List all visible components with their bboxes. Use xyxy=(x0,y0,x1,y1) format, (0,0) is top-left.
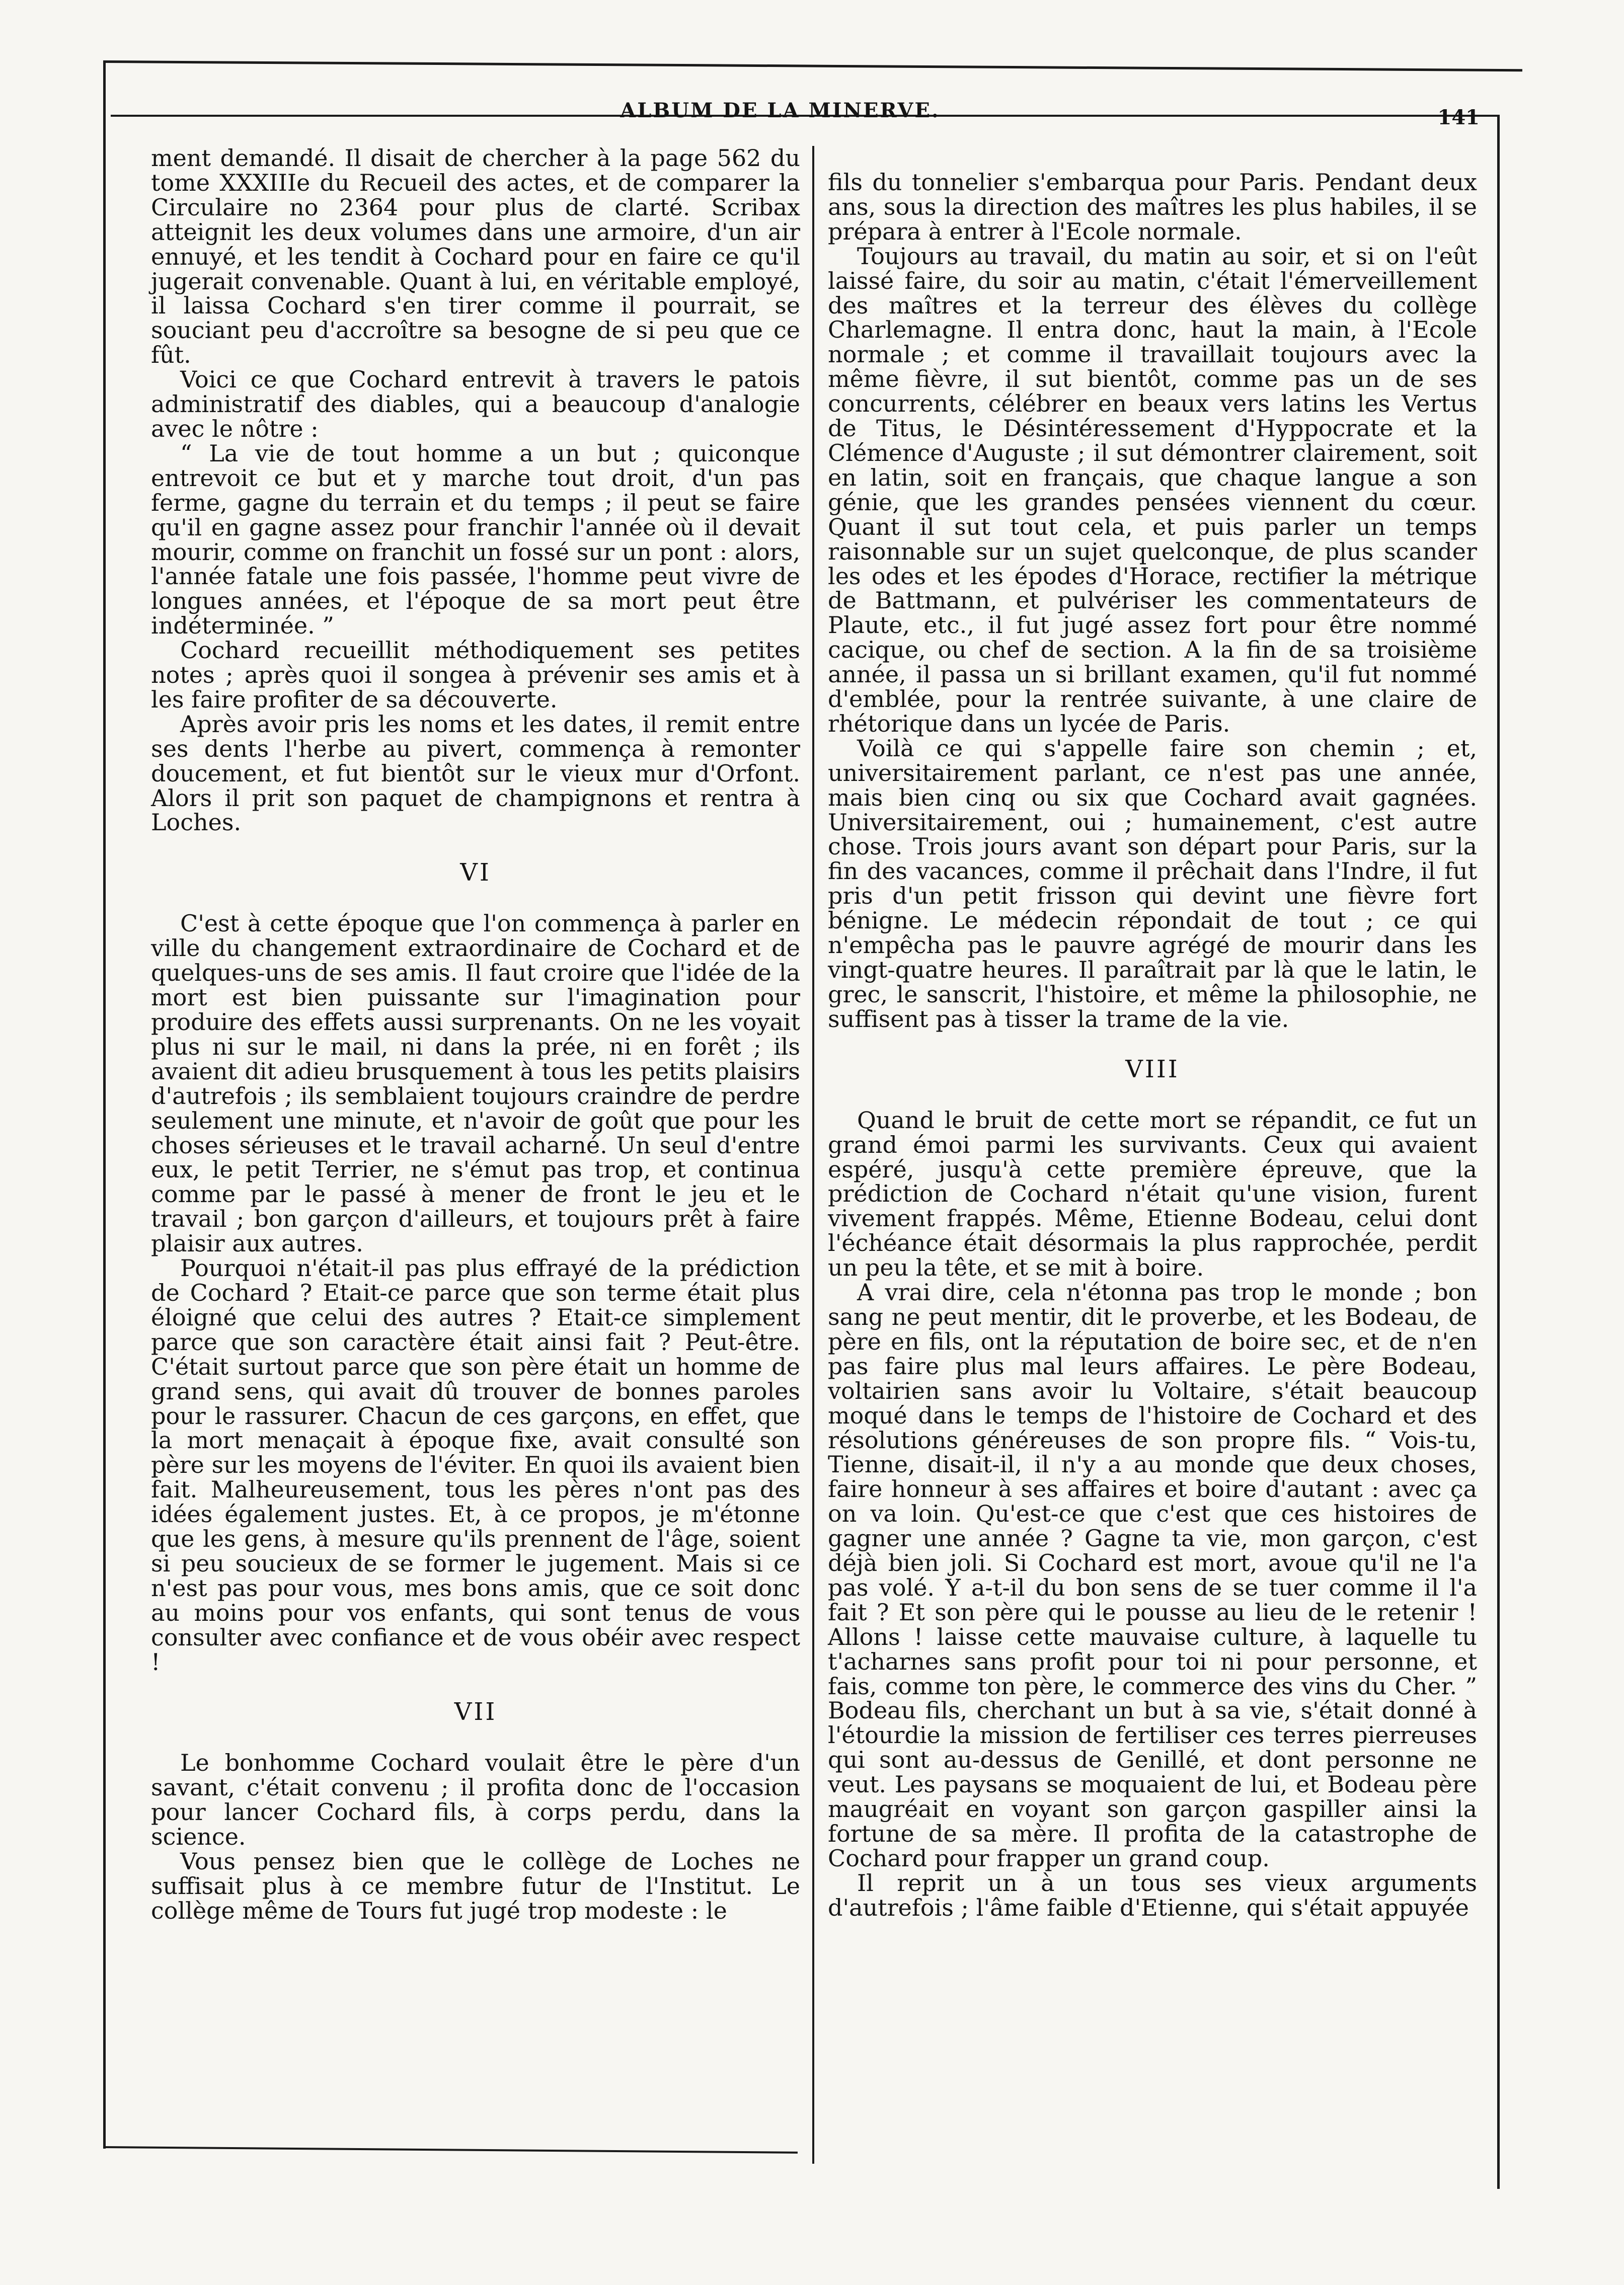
frame-left-rule xyxy=(103,60,106,2149)
section-heading-viii: VIII xyxy=(1125,1055,1180,1083)
right-column xyxy=(828,170,1477,1920)
section-heading-vi: VI xyxy=(460,858,491,887)
paragraph: Le bonhomme Cochard voulait être le père d'un savant, c'était convenu ; il profita donc de l'occasion pour lancer Cochard fils, à corps perdu, dans la science. xyxy=(151,1749,800,1851)
paragraph: Quand le bruit de cette mort se répandit, ce fut un grand émoi parmi les survivants. Ceux qui avaient espéré, jusqu'à cette première épreuve, que la prédiction de Cochard n'était qu'une vision, furent vivement frappés. Même, Etienne Bodeau, celui dont l'échéance était désormais la plus rapprochée, perdit un peu la tête, et se mit à boire. xyxy=(828,1106,1477,1282)
frame-right-rule xyxy=(1497,116,1500,2189)
frame-top-rule xyxy=(103,60,1522,71)
paragraph: Voici ce que Cochard entrevit à travers le patois administratif des diables, qui a beaucoup d'analogie avec le nôtre : xyxy=(151,366,800,442)
paragraph: Cochard recueillit méthodiquement ses petites notes ; après quoi il songea à prévenir ses amis et à les faire profiter de sa découverte. xyxy=(151,637,800,713)
left-column xyxy=(151,146,800,1923)
paragraph: Pourquoi n'était-il pas plus effrayé de la prédiction de Cochard ? Etait-ce parce que son terme était plus éloigné que celui des autres ? Etait-ce simplement parce que son caractère était ainsi fait ? Peut-être. C'était surtout parce que son père était un homme de grand sens, qui avait dû trouver de bonnes paroles pour le rassurer. Chacun de ces garçons, en effet, que la mort menaçait à époque fixe, avait consulté son père sur les moyens de l'éviter. En quoi ils avaient bien fait. Malheureusement, tous les pères n'ont pas des idées également justes. Et, à ce propos, je m'étonne que les gens, à mesure qu'ils prennent de l'âge, soient si peu soucieux de se former le jugement. Mais si ce n'est pas pour vous, mes bons amis, que ce soit donc au moins pour vos enfants, qui sont tenus de vous consulter avec confiance et de vous obéir avec respect ! xyxy=(151,1254,800,1676)
paragraph: ment demandé. Il disait de chercher à la page 562 du tome XXXIIIe du Recueil des actes, et de comparer la Circulaire no 2364 pour plus de clarté. Scribax atteignit les deux volumes dans une armoire, d'un air ennuyé, et les tendit à Cochard pour en faire ce qu'il jugerait convenable. Quant à lui, en véritable employé, il laissa Cochard s'en tirer comme il pourrait, se souciant peu d'accroître sa besogne de si peu que ce fût. xyxy=(151,144,800,369)
paragraph: Après avoir pris les noms et les dates, il remit entre ses dents l'herbe au pivert, commença à remonter doucement, et fut bientôt sur le vieux mur d'Orfont. Alors il prit son paquet de champignons et rentra à Loches. xyxy=(151,710,800,836)
paragraph: A vrai dire, cela n'étonna pas trop le monde ; bon sang ne peut mentir, dit le proverbe, et les Bodeau, de père en fils, ont la réputation de boire sec, et de n'en pas faire plus mal leurs affaires. Le père Bodeau, voltairien sans avoir lu Voltaire, s'était beaucoup moqué dans le temps de l'histoire de Cochard et des résolutions généreuses de son propre fils. “ Vois-tu, Tienne, disait-il, il n'y a au monde que deux choses, faire honneur à ses affaires et boire d'autant : avec ça on va loin. Qu'est-ce que c'est que ces histoires de gagner une année ? Gagne ta vie, mon garçon, c'est déjà bien joli. Si Cochard est mort, avoue qu'il ne l'a pas volé. Y a-t-il du bon sens de se tuer comme il l'a fait ? Et son père qui le pousse au lieu de le retenir ! Allons ! laisse cette mauvaise culture, à laquelle tu t'acharnes sans profit pour toi ni pour personne, et fais, comme ton père, le commerce des vins du Cher. ” Bodeau fils, cherchant un but à sa vie, s'était donné à l'étourdie la mission de fertiliser ces terres pierreuses qui sont au-dessus de Genillé, et dont personne ne veut. Les paysans se moquaient de lui, et Bodeau père maugréait en voyant son garçon gaspiller ainsi la fortune de sa mère. Il profita de la catastrophe de Cochard pour frapper un grand coup. xyxy=(828,1279,1477,1872)
paragraph: C'est à cette époque que l'on commença à parler en ville du changement extraordinaire de Cochard et de quelques-uns de ses amis. Il faut croire que l'idée de la mort est bien puissante sur l'imagination pour produire des effets aussi surprenants. On ne les voyait plus ni sur le mail, ni dans la prée, ni en forêt ; ils avaient dit adieu brusquement à tous les petits plaisirs d'autrefois ; ils semblaient toujours craindre de perdre seulement une minute, et n'avoir de goût que pour les choses sérieuses et le travail acharné. Un seul d'entre eux, le petit Terrier, ne s'émut pas trop, et continua comme par le passé à mener de front le jeu et le travail ; bon garçon d'ailleurs, et toujours prêt à faire plaisir aux autres. xyxy=(151,910,800,1257)
running-header-title: ALBUM DE LA MINERVE. xyxy=(620,99,940,122)
section-heading-vii: VII xyxy=(454,1698,497,1726)
paragraph: Voilà ce qui s'appelle faire son chemin ; et, universitairement parlant, ce n'est pas une année, mais bien cinq ou six que Cochard avait gagnées. Universitairement, oui ; humainement, c'est autre chose. Trois jours avant son départ pour Paris, sur la fin des vacances, comme il prêchait dans l'Indre, il fut pris d'un petit frisson qui devint une fièvre fort bénigne. Le médecin répondait de tout ; ce qui n'empêcha pas le pauvre agrégé de mourir dans les vingt-quatre heures. Il paraîtrait par là que le latin, le grec, le sanscrit, l'histoire, et même la philosophie, ne suffisent pas à tisser la trame de la vie. xyxy=(828,734,1477,1033)
paragraph: Vous pensez bien que le collège de Loches ne suffisait plus à ce membre futur de l'Institut. Le collège même de Tours fut jugé trop modeste : le xyxy=(151,1848,800,1924)
paragraph: Il reprit un à un tous ses vieux arguments d'autrefois ; l'âme faible d'Etienne, qui s'était appuyée xyxy=(828,1869,1477,1921)
frame-bottom-rule xyxy=(103,2146,798,2154)
paragraph: Toujours au travail, du matin au soir, et si on l'eût laissé faire, du soir au matin, c'était l'émerveillement des maîtres et la terreur des élèves du collège Charlemagne. Il entra donc, haut la main, à l'Ecole normale ; et comme il travaillait toujours avec la même fièvre, il sut bientôt, comme pas un de ses concurrents, célébrer en beaux vers latins les Vertus de Titus, le Désintéressement d'Hyppocrate et la Clémence d'Auguste ; il sut démontrer clairement, soit en latin, soit en français, que chaque langue a son génie, que les grandes pensées viennent du cœur. Quant il sut tout cela, et puis parler un temps raisonnable sur un sujet quelconque, de plus scander les odes et les épodes d'Horace, rectifier la métrique de Battmann, et pulvériser les commentateurs de Plaute, etc., il fut jugé assez fort pour être nommé cacique, ou chef de section. A la fin de sa troisième année, il passa un si brillant examen, qu'il fut nommé d'emblée, pour la rentrée suivante, à une claire de rhétorique dans un lycée de Paris. xyxy=(828,242,1477,737)
quotation-paragraph: “ La vie de tout homme a un but ; quiconque entrevoit ce but et y marche tout droit, d'un pas ferme, gagne du terrain et du temps ; il peut se faire qu'il en gagne assez pour franchir l'année où il devait mourir, comme on franchit un fossé sur un pont : alors, l'année fatale une fois passée, l'homme peut vivre de longues années, et l'époque de sa mort peut être indéterminée. ” xyxy=(151,439,800,640)
column-divider xyxy=(812,146,814,2164)
paragraph: fils du tonnelier s'embarqua pour Paris. Pendant deux ans, sous la direction des maîtres les plus habiles, il se prépara à entrer à l'Ecole normale. xyxy=(828,169,1477,245)
page-number: 141 xyxy=(1437,106,1480,129)
